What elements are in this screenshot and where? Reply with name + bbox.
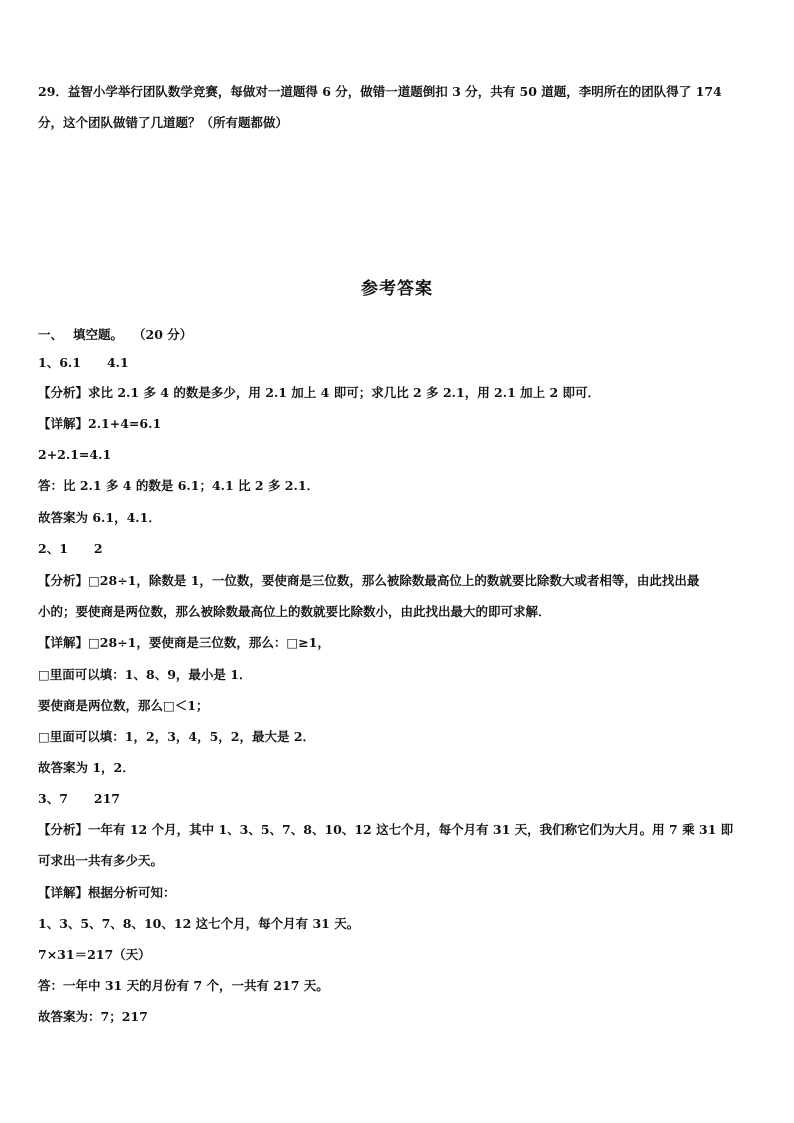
answers-title: 参考答案 [361, 279, 433, 299]
answer-2-detail: 【详解】□28÷1，要使商是三位数，那么：□≥1， [38, 635, 330, 650]
answer-3-analysis-line-2: 可求出一共有多少天。 [38, 853, 164, 868]
answer-2-line: 要使商是两位数，那么□＜1； [38, 698, 209, 713]
answer-1-line: 2+2.1=4.1 [38, 447, 112, 462]
answer-1-analysis: 【分析】求比 2.1 多 4 的数是多少，用 2.1 加上 4 即可；求几比 2 多 2.1，用 2.1 加上 2 即可． [38, 385, 601, 400]
section-label: 填空题。 [73, 327, 124, 342]
answer-1-second: 4.1 [106, 355, 129, 370]
answer-1-heading [38, 355, 129, 371]
section-score: （20 分） [133, 327, 193, 342]
answer-3-heading [38, 791, 120, 807]
answer-2-line: 故答案为 1，2． [38, 760, 135, 775]
answer-2-first: 2、1 [38, 541, 68, 556]
answer-3-detail: 【详解】根据分析可知： [38, 885, 176, 900]
answer-3-line: 7×31＝217（天） [38, 947, 151, 962]
answer-3-analysis-line-1: 【分析】一年有 12 个月，其中 1、3、5、7、8、10、12 这七个月，每个月有 31 天，我们称它们为大月。用 7 乘 31 即 [38, 822, 734, 837]
answer-1-line: 故答案为 6.1，4.1． [38, 510, 161, 525]
question-29-line-2: 分，这个团队做错了几道题？（所有题都做） [38, 115, 289, 130]
answer-3-first: 3、7 [38, 791, 68, 806]
question-29-line-1: 29．益智小学举行团队数学竞赛，每做对一道题得 6 分，做错一道题倒扣 3 分，共有 50 道题，李明所在的团队得了 174 [38, 84, 722, 99]
answer-3-line: 故答案为：7；217 [38, 1009, 148, 1024]
section-heading [38, 327, 192, 343]
answer-2-analysis-line-1: 【分析】□28÷1，除数是 1，一位数，要使商是三位数，那么被除数最高位上的数就要比除数大或者相等，由此找出最 [38, 573, 700, 588]
answer-2-analysis-line-2: 小的；要使商是两位数，那么被除数最高位上的数就要比除数小，由此找出最大的即可求解． [38, 604, 551, 619]
answer-3-second: 217 [93, 791, 120, 806]
answer-2-heading [38, 541, 103, 557]
answer-2-line: □里面可以填：1、8、9，最小是 1． [38, 667, 252, 682]
answer-3-line: 1、3、5、7、8、10、12 这七个月，每个月有 31 天。 [38, 916, 360, 931]
answer-2-second: 2 [93, 541, 103, 556]
section-number: 一、 [38, 327, 64, 342]
answer-3-line: 答：一年中 31 天的月份有 7 个，一共有 217 天。 [38, 978, 329, 993]
answer-1-line: 答：比 2.1 多 4 的数是 6.1；4.1 比 2 多 2.1． [38, 478, 320, 493]
answer-1-first: 1、6.1 [38, 355, 81, 370]
answer-1-detail: 【详解】2.1+4=6.1 [38, 416, 162, 431]
answer-2-line: □里面可以填：1，2，3，4，5，2，最大是 2． [38, 729, 316, 744]
